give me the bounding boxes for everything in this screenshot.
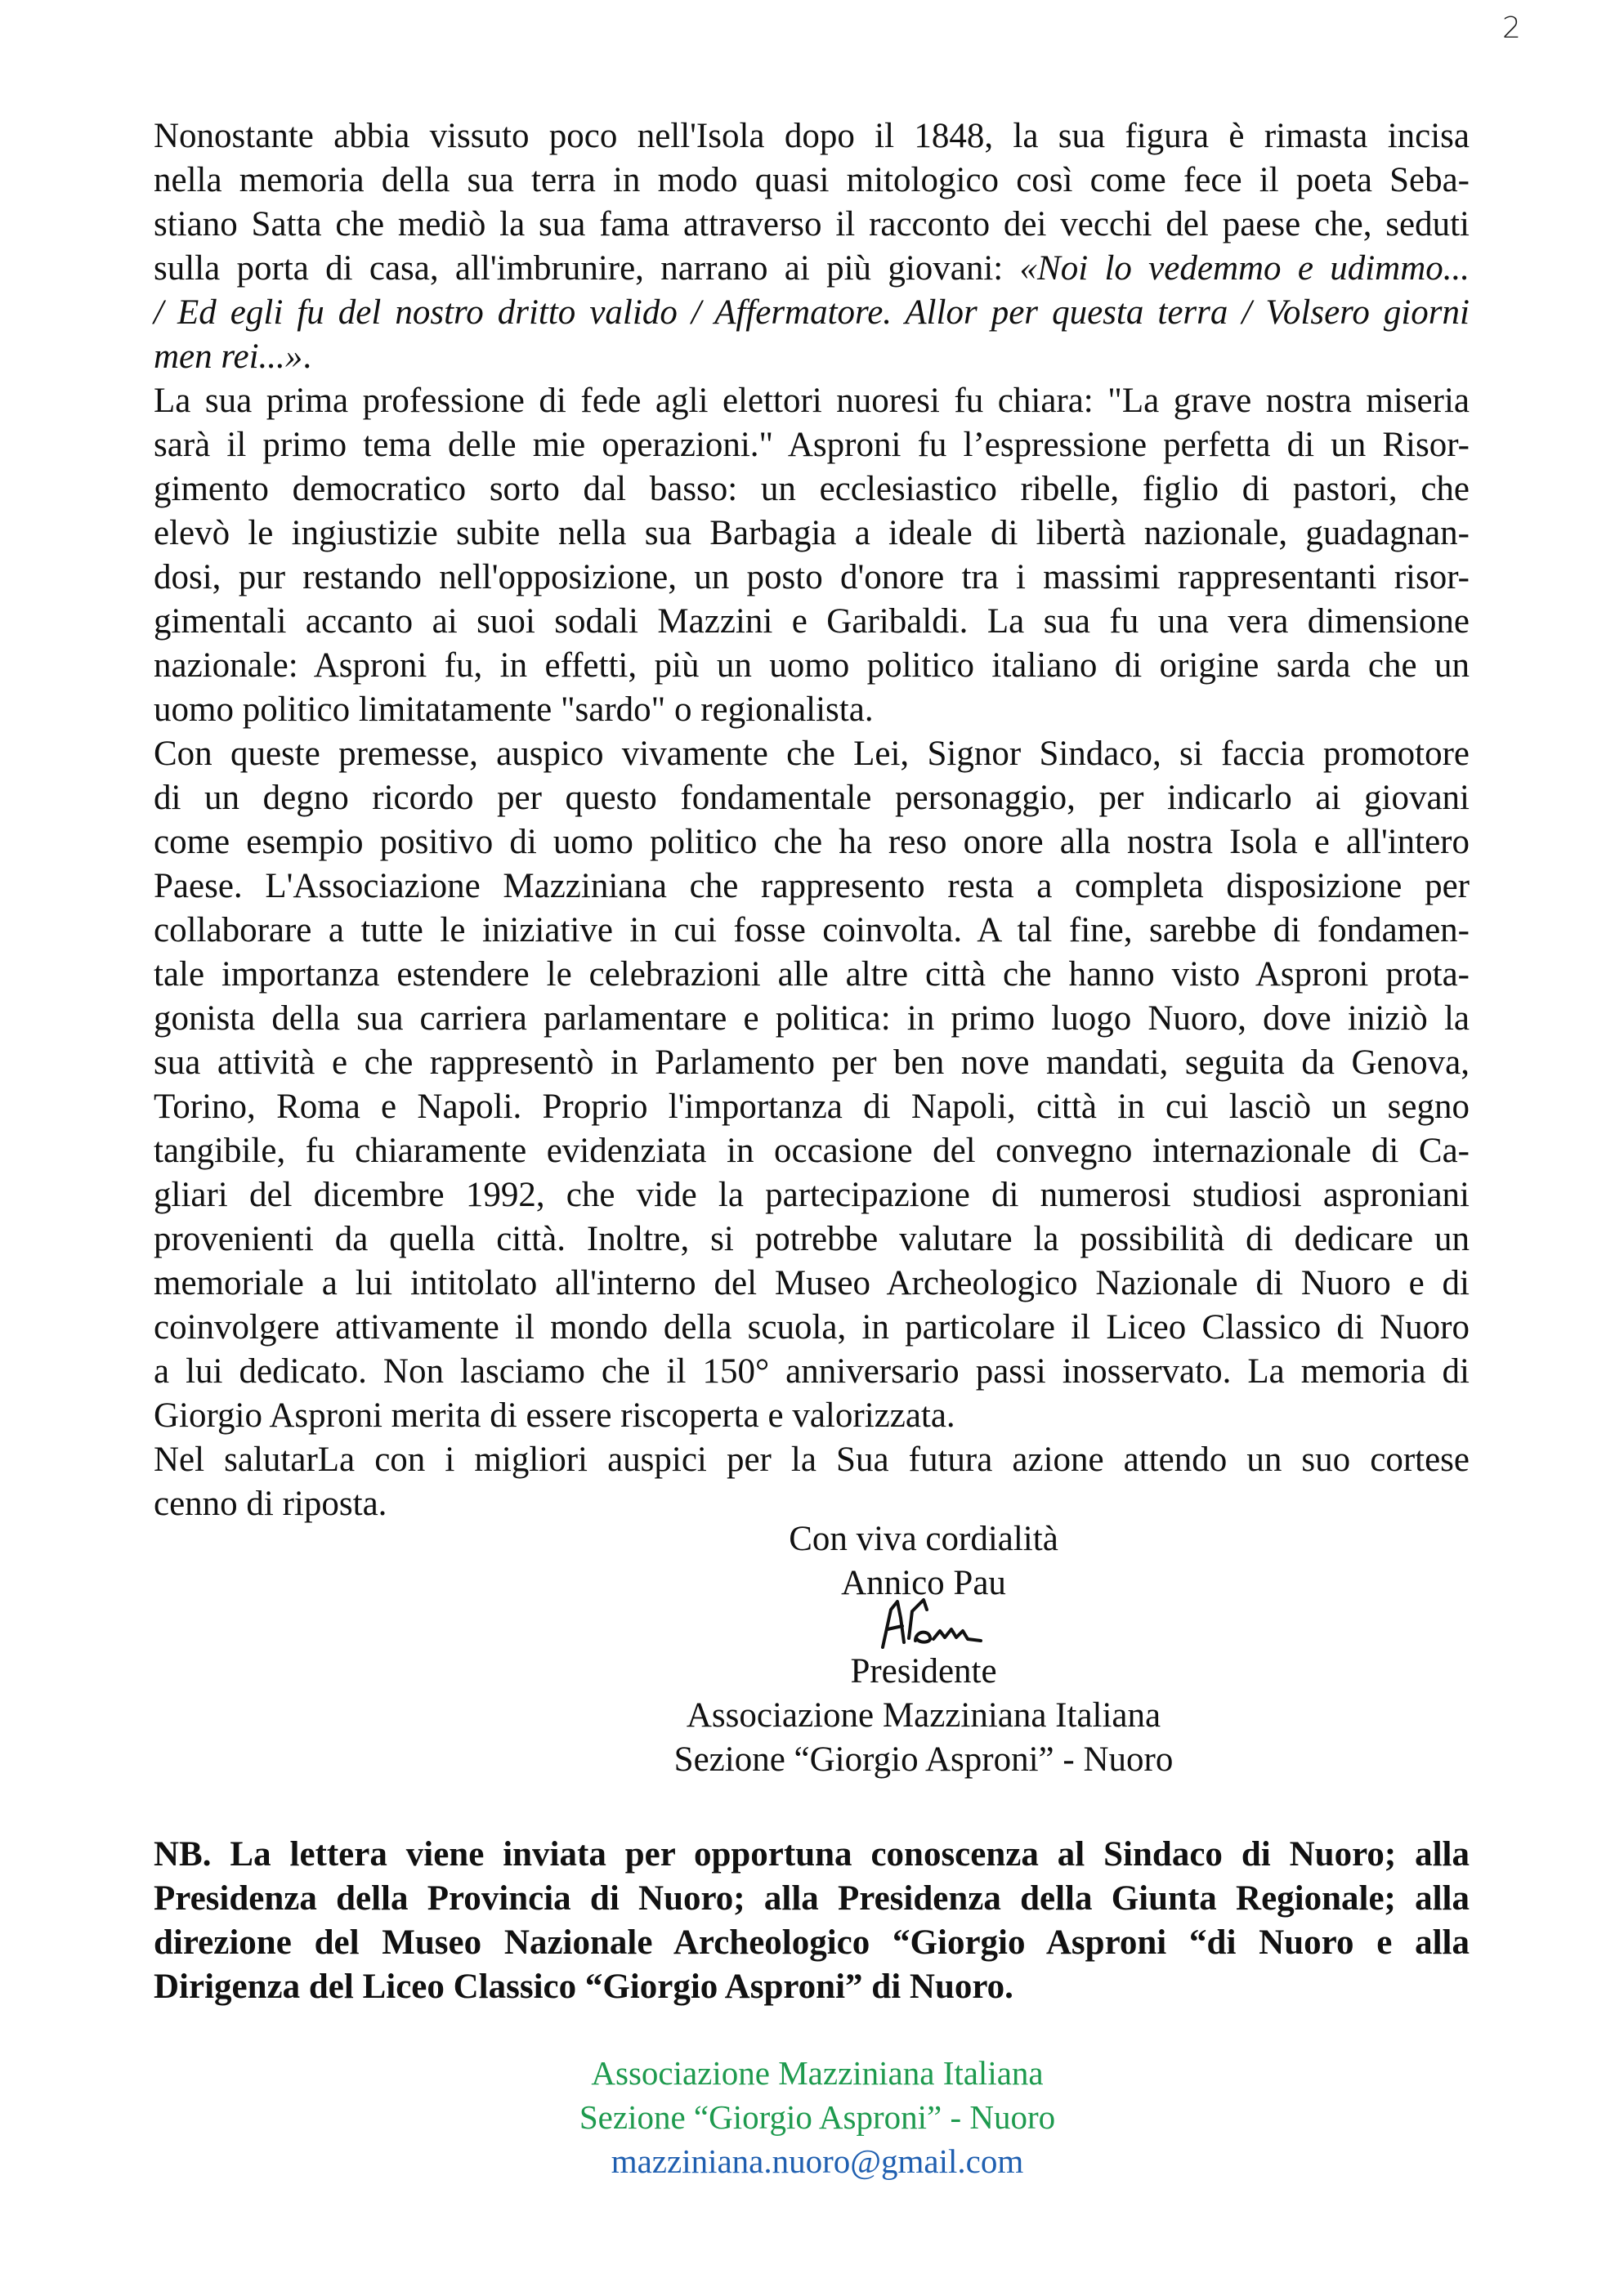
text-line [154,1306,1470,1350]
line-text: stiano Satta che mediò la sua fama attraverso il racconto dei vecchi del paese che, seduti [154,205,1470,243]
line-text: sarà il primo tema delle mie operazioni." Asproni fu l’espressione perfetta di un Risor- [154,426,1470,464]
text-line [154,1350,1470,1394]
line-text: come esempio positivo di uomo politico che ha reso onore alla nostra Isola e all'intero [154,823,1470,861]
line-text: cenno di riposta. [154,1485,387,1523]
text-line [154,291,1470,335]
line-text: gliari del dicembre 1992, che vide la partecipazione di numerosi studiosi asproniani [154,1176,1470,1214]
line-text: Presidenza della Provincia di Nuoro; alla Presidenza della Giunta Regionale; alla [154,1879,1470,1918]
line-text: gimento democratico sorto dal basso: un ecclesiastico ribelle, figlio di pastori, che [154,470,1470,508]
signatory-section: Sezione “Giorgio Asproni” - Nuoro [673,1740,1174,1779]
text-line [154,1877,1470,1921]
letter-body [154,114,1470,1526]
line-text: tale importanza estendere le celebrazioni alle altre città che hanno visto Asproni prota- [154,955,1470,994]
text-line [154,1085,1470,1129]
line-text: Nonostante abbia vissuto poco nell'Isola dopo il 1848, la sua figura è rimasta incisa [154,117,1470,155]
line-text: Torino, Roma e Napoli. Proprio l'importanza di Napoli, città in cui lasciò un segno [154,1088,1470,1126]
footer-email-link[interactable]: mazziniana.nuoro@gmail.com [611,2142,1024,2180]
quoted-verse: «Noi lo vedemmo e udimmo... [1019,249,1470,288]
text-line [154,644,1470,688]
nb-note [154,1833,1470,2009]
text-line [154,467,1470,511]
line-text: Paese. L'Associazione Mazziniana che rappresento resta a completa disposizione per [154,867,1470,905]
text-line [154,423,1470,467]
line-text: Nel salutarLa con i migliori auspici per la Sua futura azione attendo un suo cortese [154,1441,1470,1479]
line-text: uomo politico limitatamente "sardo" o regionalista. [154,690,874,729]
text-line [154,1129,1470,1173]
signatory-association: Associazione Mazziniana Italiana [686,1696,1161,1735]
text-line [154,203,1470,247]
line-text: coinvolgere attivamente il mondo della scuola, in particolare il Liceo Classico di Nuoro [154,1308,1470,1347]
line-text: NB. La lettera viene inviata per opportuna conoscenza al Sindaco di Nuoro; alla [154,1835,1470,1874]
quoted-verse: / Ed egli fu del nostro dritto valido / Affermatore. Allor per questa terra / Volsero giorni [154,293,1470,332]
text-line [154,1041,1470,1085]
line-text: di un degno ricordo per questo fondamentale personaggio, per indicarlo ai giovani [154,779,1470,817]
line-text: collaborare a tutte le iniziative in cui fosse coinvolta. A tal fine, sarebbe di fondamen- [154,911,1470,949]
text-line [154,864,1470,909]
line-text: provenienti da quella città. Inoltre, si potrebbe valutare la possibilità di dedicare un [154,1220,1470,1258]
text-line [154,379,1470,423]
line-text: gimentali accanto ai suoi sodali Mazzini e Garibaldi. La sua fu una vera dimensione [154,602,1470,641]
text-line [154,1394,1470,1438]
text-line [154,1833,1470,1877]
line-text: dosi, pur restando nell'opposizione, un posto d'onore tra i massimi rappresentanti risor- [154,558,1470,596]
line-text: direzione del Museo Nazionale Archeologico “Giorgio Asproni “di Nuoro e alla [154,1923,1470,1962]
text-line [154,1262,1470,1306]
text-line [154,159,1470,203]
line-text: memoriale a lui intitolato all'interno del Museo Archeologico Nazionale di Nuoro e di [154,1264,1470,1302]
signatory-name: Annico Pau [841,1564,1006,1602]
line-text: La sua prima professione di fede agli elettori nuoresi fu chiara: "La grave nostra miseria [154,382,1470,420]
line-text: . [302,337,312,376]
line-text: sua attività e che rappresentò in Parlamento per ben nove mandati, seguita da Genova, [154,1043,1470,1082]
quoted-verse: men rei...» [154,337,303,376]
text-line [154,1965,1470,2009]
text-line [154,953,1470,997]
line-text: tangibile, fu chiaramente evidenziata in occasione del convegno internazionale di Ca- [154,1132,1470,1170]
closing-salutation: Con viva cordialità [789,1520,1058,1558]
text-line [154,511,1470,556]
handwritten-signature-icon [866,1593,1013,1651]
text-line [154,1173,1470,1217]
text-line [154,732,1470,776]
text-line [154,1217,1470,1262]
line-text: Con queste premesse, auspico vivamente che Lei, Signor Sindaco, si faccia promotore [154,735,1470,773]
line-text: Giorgio Asproni merita di essere riscoperta e valorizzata. [154,1396,955,1435]
footer-association: Associazione Mazziniana Italiana [591,2054,1044,2092]
text-line [154,247,1470,291]
text-line [154,556,1470,600]
text-line [154,335,1470,379]
text-line [154,820,1470,864]
text-line [154,776,1470,820]
text-line [154,114,1470,159]
footer-section: Sezione “Giorgio Asproni” - Nuoro [579,2098,1056,2136]
line-text: sulla porta di casa, all'imbrunire, narrano ai più giovani: [154,249,1020,288]
line-text: gonista della sua carriera parlamentare e politica: in primo luogo Nuoro, dove iniziò la [154,999,1470,1038]
text-line [154,1438,1470,1482]
signatory-role: Presidente [850,1652,997,1691]
text-line [154,600,1470,644]
page-number: 2 [1502,11,1521,45]
text-line [154,688,1470,732]
text-line [154,909,1470,953]
line-text: a lui dedicato. Non lasciamo che il 150° anniversario passi inosservato. La memoria di [154,1352,1470,1391]
line-text: elevò le ingiustizie subite nella sua Barbagia a ideale di libertà nazionale, guadagnan- [154,514,1470,552]
line-text: Dirigenza del Liceo Classico “Giorgio Asproni” di Nuoro. [154,1968,1013,2006]
text-line [154,997,1470,1041]
line-text: nella memoria della sua terra in modo quasi mitologico così come fece il poeta Seba- [154,161,1470,199]
line-text: nazionale: Asproni fu, in effetti, più un uomo politico italiano di origine sarda che un [154,646,1470,685]
text-line [154,1921,1470,1965]
